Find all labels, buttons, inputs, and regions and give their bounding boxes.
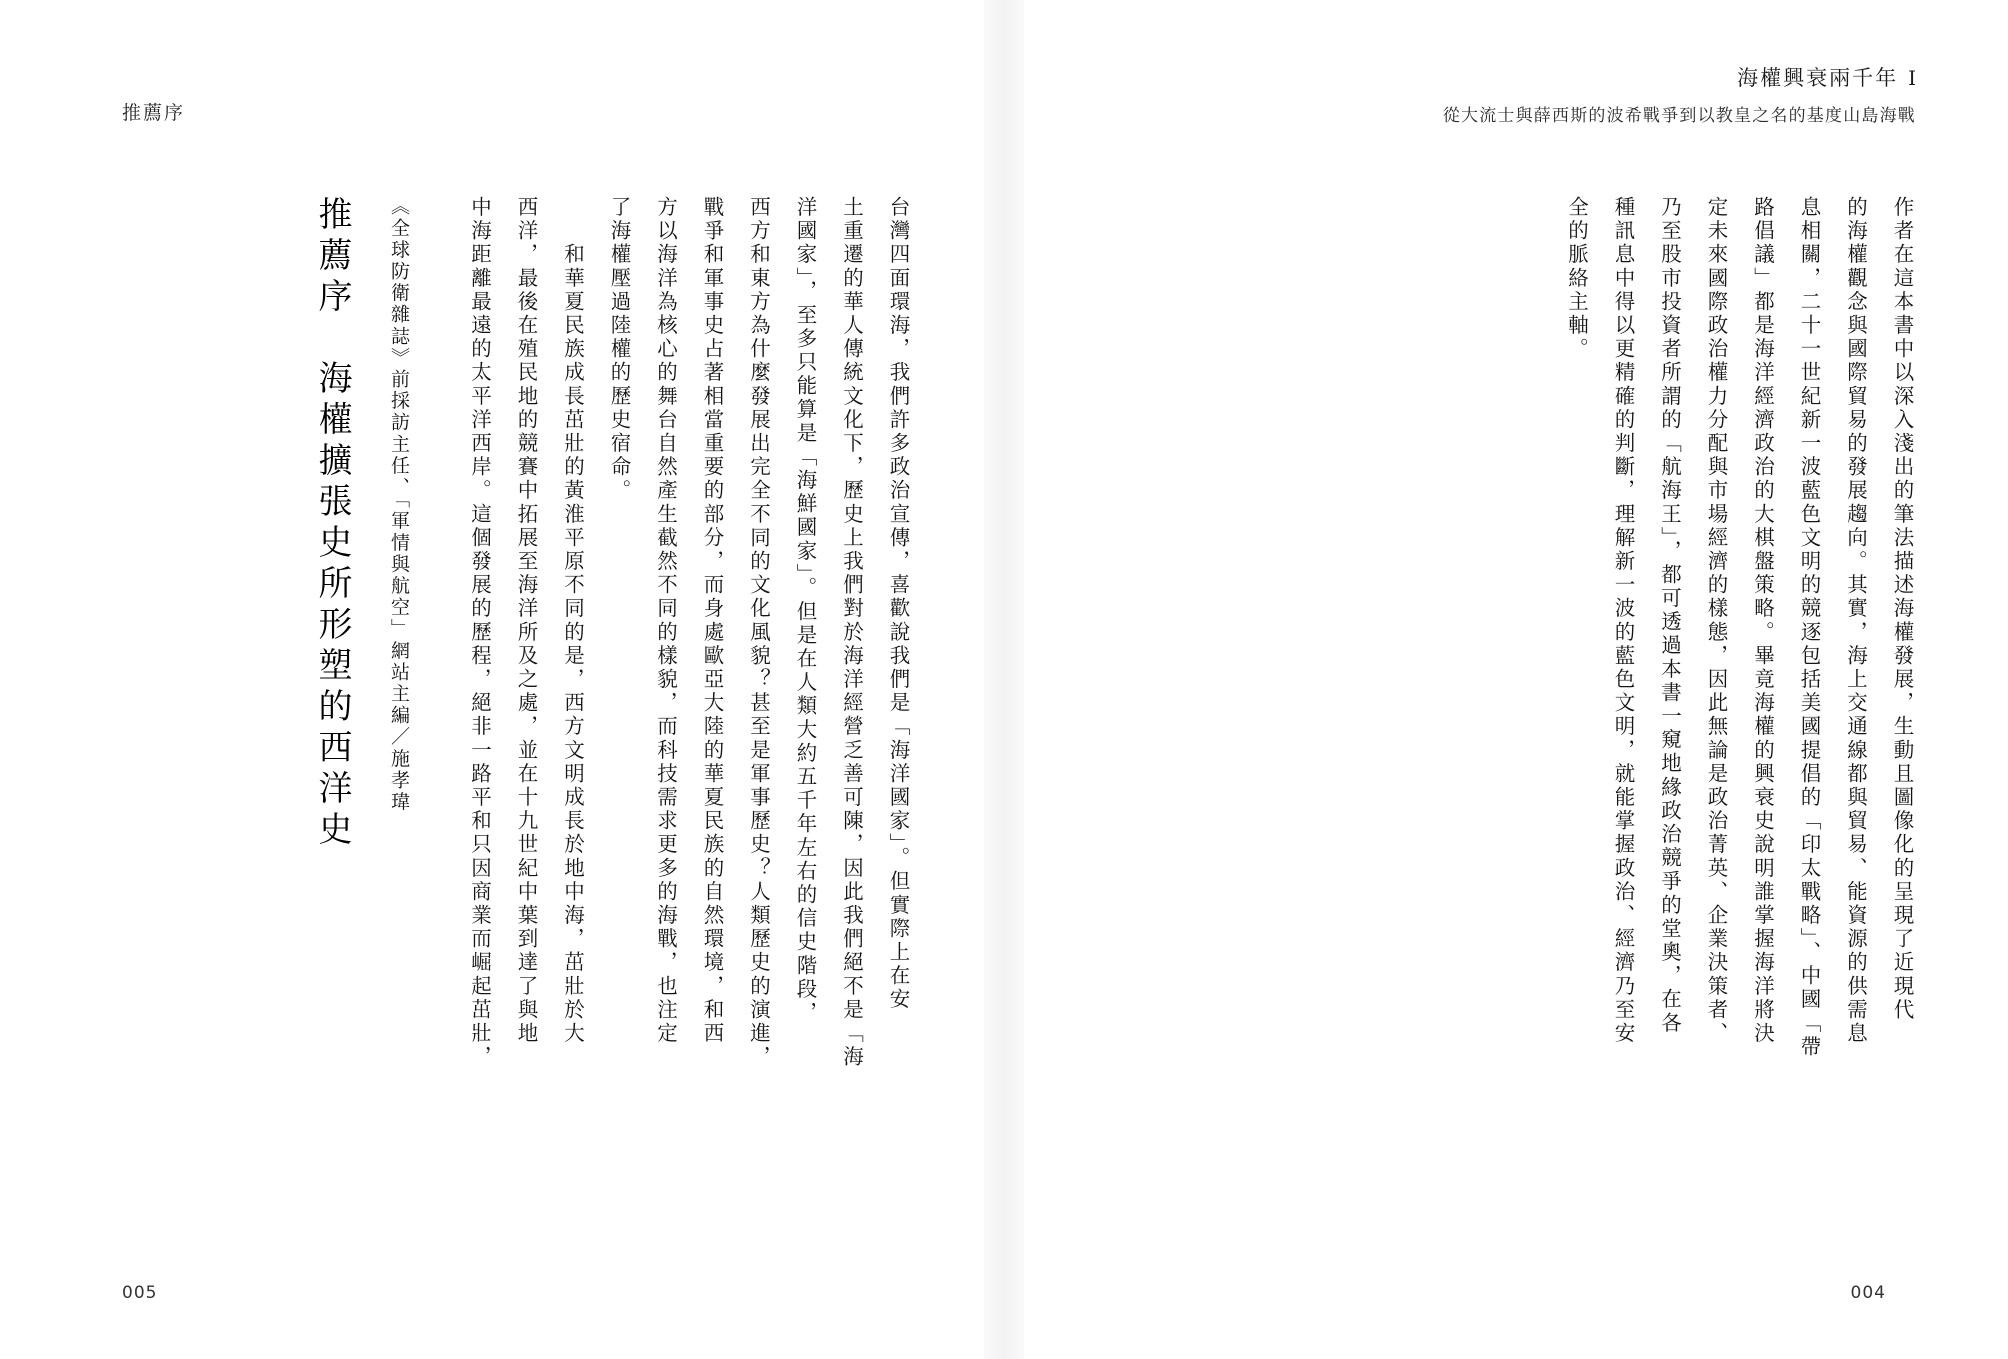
article-heading: 推薦序 海權擴張史所形塑的西洋史 (312, 196, 352, 852)
body-column: 西方和東方為什麼發展出完全不同的文化風貌？甚至是軍事歷史？人類歷史的演進， (746, 196, 771, 1070)
right-page-text-block (1540, 196, 1914, 1059)
body-column: 西洋，最後在殖民地的競賽中拓展至海洋所及之處，並在十九世紀中葉到達了與地 (514, 196, 538, 1046)
article-byline: 《全球防衛雜誌》前採訪主任、「軍情與航空」網站主編／施孝瑋 (388, 196, 410, 813)
running-head-title: 海權興衰兩千年 (1737, 66, 1899, 90)
body-column: 洋國家」，至多只能算是「海鮮國家」。但是在人類大約五千年左右的信史階段， (793, 196, 817, 1026)
left-page-title-block (261, 196, 408, 1056)
body-column: 作者在這本書中以深入淺出的筆法描述海權發展，生動且圖像化的呈現了近現代 (1890, 196, 1914, 1022)
body-column: 土重遷的華人傳統文化下，歷史上我們對於海洋經營乏善可陳，因此我們絕不是「海 (839, 196, 864, 1070)
body-column: 方以海洋為核心的舞台自然產生截然不同的樣貌，而科技需求更多的海戰，也注定 (653, 196, 678, 1046)
running-head-volume: Ⅰ (1908, 66, 1916, 90)
body-column: 戰爭和軍事史占著相當重要的部分，而身處歐亞大陸的華夏民族的自然環境，和西 (700, 196, 724, 1046)
page-right (1004, 0, 2008, 1359)
body-column: 台灣四面環海，我們許多政治宣傳，喜歡說我們是「海洋國家」。但實際上在安 (886, 196, 910, 1012)
body-column: 種訊息中得以更精確的判斷，理解新一波的藍色文明，就能掌握政治、經濟乃至安 (1611, 196, 1635, 1046)
page-number-right: 004 (1850, 1283, 1886, 1303)
page-number-left: 005 (122, 1283, 158, 1303)
running-head-left: 推薦序 (122, 102, 186, 124)
left-page-text-block (443, 196, 910, 1070)
body-column: 乃至股市投資者所謂的「航海王」，都可透過本書一窺地緣政治競爭的堂奧，在各 (1657, 196, 1682, 1036)
running-head-right (1443, 62, 1916, 126)
body-column: 中海距離最遠的太平洋西岸。這個發展的歷程，絕非一路平和只因商業而崛起茁壯， (467, 196, 492, 1070)
body-column: 路倡議」都是海洋經濟政治的大棋盤策略。畢竟海權的興衰史說明誰掌握海洋將決 (1750, 196, 1775, 1046)
body-column: 和華夏民族成長茁壯的黃淮平原不同的是，西方文明成長於地中海，茁壯於大 (560, 196, 585, 1046)
body-column: 的海權觀念與國際貿易的發展趨向。其實，海上交通線都與貿易、能資源的供需息 (1843, 196, 1868, 1046)
body-column: 息相關，二十一世紀新一波藍色文明的競逐包括美國提倡的「印太戰略」、中國「帶 (1797, 196, 1821, 1059)
body-column: 全的脈絡主軸。 (1564, 196, 1589, 362)
body-column: 了海權壓過陸權的歷史宿命。 (607, 196, 631, 503)
body-column: 定未來國際政治權力分配與市場經濟的樣態，因此無論是政治菁英、企業決策者、 (1704, 196, 1728, 1046)
running-head-subtitle: 從大流士與薛西斯的波希戰爭到以教皇之名的基度山島海戰 (1442, 106, 1916, 126)
